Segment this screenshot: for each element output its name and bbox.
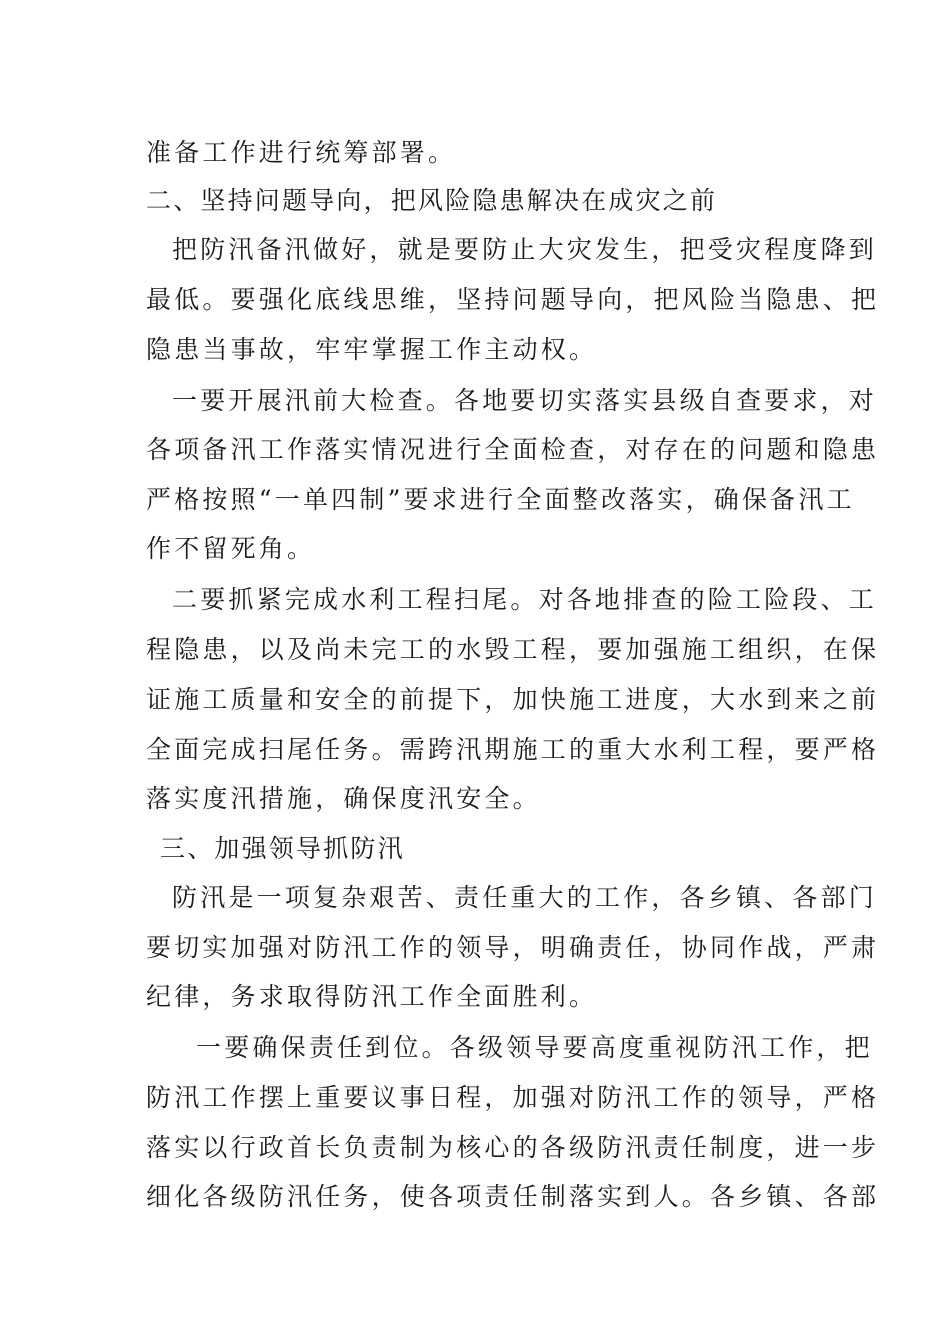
- text-line-13: 全面完成扫尾任务。需跨汛期施工的重大水利工程，要严格: [146, 735, 880, 764]
- text-line-8: 严格按照“一单四制”要求进行全面整改落实，确保备汛工: [146, 485, 855, 514]
- text-line-5: 隐患当事故，牢牢掌握工作主动权。: [146, 335, 598, 364]
- section-heading-3: 三、加强领导抓防汛: [160, 834, 405, 863]
- text-line-14: 落实度汛措施，确保度汛安全。: [146, 784, 541, 813]
- text-line-21: 落实以行政首长负责制为核心的各级防汛责任制度，进一步: [146, 1133, 880, 1162]
- text-line-6: 一要开展汛前大检查。各地要切实落实县级自查要求，对: [172, 386, 878, 415]
- text-line-10: 二要抓紧完成水利工程扫尾。对各地排查的险工险段、工: [172, 585, 878, 614]
- text-line-11: 程隐患，以及尚未完工的水毁工程，要加强施工组织，在保: [146, 635, 880, 664]
- text-line-20: 防汛工作摆上重要议事日程，加强对防汛工作的领导，严格: [146, 1083, 880, 1112]
- text-line-7: 各项备汛工作落实情况进行全面检查，对存在的问题和隐患: [146, 435, 880, 464]
- text-line-17: 要切实加强对防汛工作的领导，明确责任，协同作战，严肃: [146, 933, 880, 962]
- text-line-9: 作不留死角。: [146, 534, 316, 563]
- text-line-18: 纪律，务求取得防汛工作全面胜利。: [146, 982, 598, 1011]
- text-line-1: 准备工作进行统筹部署。: [146, 138, 457, 167]
- text-line-16: 防汛是一项复杂艰苦、责任重大的工作，各乡镇、各部门: [172, 883, 878, 912]
- text-line-3: 把防汛备汛做好，就是要防止大灾发生，把受灾程度降到: [172, 235, 878, 264]
- text-line-4: 最低。要强化底线思维，坚持问题导向，把风险当隐患、把: [146, 285, 880, 314]
- text-line-19: 一要确保责任到位。各级领导要高度重视防汛工作，把: [196, 1033, 873, 1062]
- section-heading-2: 二、坚持问题导向，把风险隐患解决在成灾之前: [146, 186, 718, 215]
- text-line-12: 证施工质量和安全的前提下，加快施工进度，大水到来之前: [146, 685, 880, 714]
- text-line-22: 细化各级防汛任务，使各项责任制落实到人。各乡镇、各部: [146, 1182, 880, 1211]
